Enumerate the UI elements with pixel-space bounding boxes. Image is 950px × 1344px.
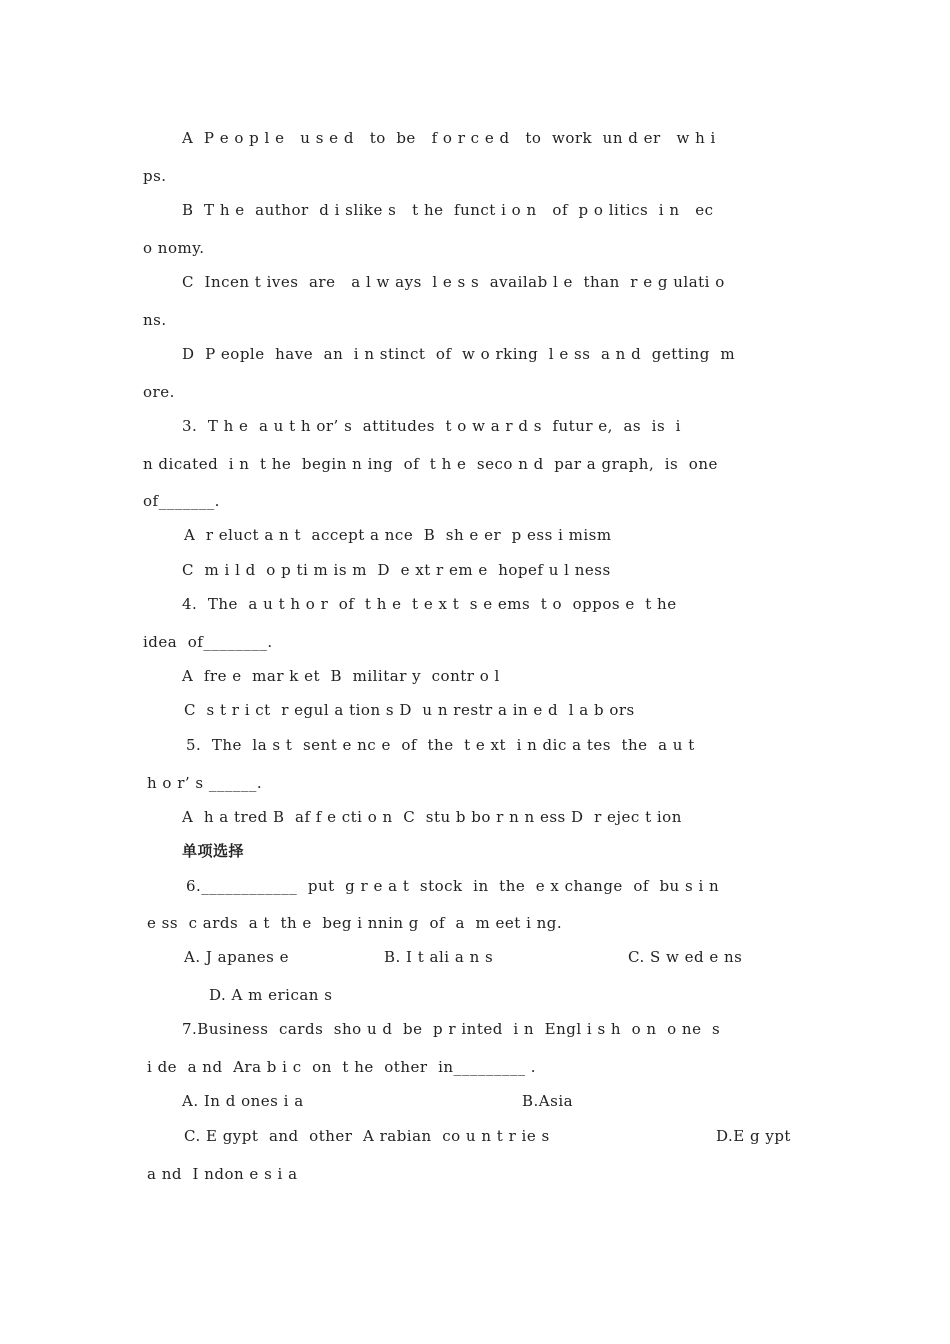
q2-option-d-line2: ore. (143, 383, 175, 401)
q4-options-cd: C s t r i ct r egul a tion s D u n restr a in e d l a b ors (184, 701, 635, 719)
q5-stem-line1: 5. The la s t sent e nc e of the t e xt i n dic a tes the a u t (186, 736, 695, 754)
q7-option-b: B.Asia (522, 1092, 574, 1110)
q2-option-d-line1: D P eople have an i n stinct of w o rking l e ss a n d getting m (182, 345, 736, 363)
q4-options-ab: A fre e mar k et B militar y contr o l (182, 667, 500, 685)
section-heading: 单项选择 (182, 842, 245, 860)
q6-option-d: D. A m erican s (209, 986, 333, 1004)
q3-options-ab: A r eluct a n t accept a nce B sh e er p ess i mism (184, 526, 612, 544)
q7-option-c: C. E gypt and other A rabian co u n t r ie s (184, 1127, 550, 1145)
q7-stem-line2: i de a nd Ara b i c on t he other in_________ . (147, 1058, 537, 1076)
q6-option-a: A. J apanes e (184, 948, 290, 966)
q6-stem-line1: 6.____________ put g r e a t stock in the e x change of bu s i n (186, 877, 720, 895)
q7-option-a: A. In d ones i a (182, 1092, 304, 1110)
q2-option-c-line2: ns. (143, 311, 167, 329)
q5-options: A h a tred B af f e cti o n C stu b bo r n n ess D r ejec t ion (182, 808, 682, 826)
q6-option-b: B. I t ali a n s (384, 948, 494, 966)
q3-stem-line3: of_______. (143, 492, 220, 510)
q2-option-b-line1: B T h e author d i slike s t he funct i o n of p o litics i n ec (182, 201, 714, 219)
q2-option-c-line1: C Incen t ives are a l w ays l e s s availab l e than r e g ulati o (182, 273, 725, 291)
q7-stem-line1: 7.Business cards sho u d be p r inted i n Engl i s h o n o ne s (182, 1020, 721, 1038)
q2-option-a-line1: A P e o p l e u s e d to be f o r c e d to work un d er w h i (182, 129, 716, 147)
q4-stem-line2: idea of________. (143, 633, 273, 651)
q6-option-c: C. S w ed e ns (628, 948, 743, 966)
q2-option-a-line2: ps. (143, 167, 167, 185)
q2-option-b-line2: o nomy. (143, 239, 205, 257)
q7-option-d-line1: D.E g ypt (716, 1127, 791, 1145)
q6-stem-line2: e ss c ards a t th e beg i nnin g of a m eet i ng. (147, 914, 563, 932)
q3-stem-line2: n dicated i n t he begin n ing of t h e seco n d par a graph, is one (143, 455, 718, 473)
q7-option-d-line2: a nd I ndon e s i a (147, 1165, 298, 1183)
q3-stem-line1: 3. T h e a u t h or’ s attitudes t o w a r d s futur e, as is i (182, 417, 681, 435)
q3-options-cd: C m i l d o p ti m is m D e xt r em e hopef u l ness (182, 561, 611, 579)
q4-stem-line1: 4. The a u t h o r of t h e t e x t s e ems t o oppos e t he (182, 595, 677, 613)
q5-stem-line2: h o r’ s ______. (147, 774, 263, 792)
